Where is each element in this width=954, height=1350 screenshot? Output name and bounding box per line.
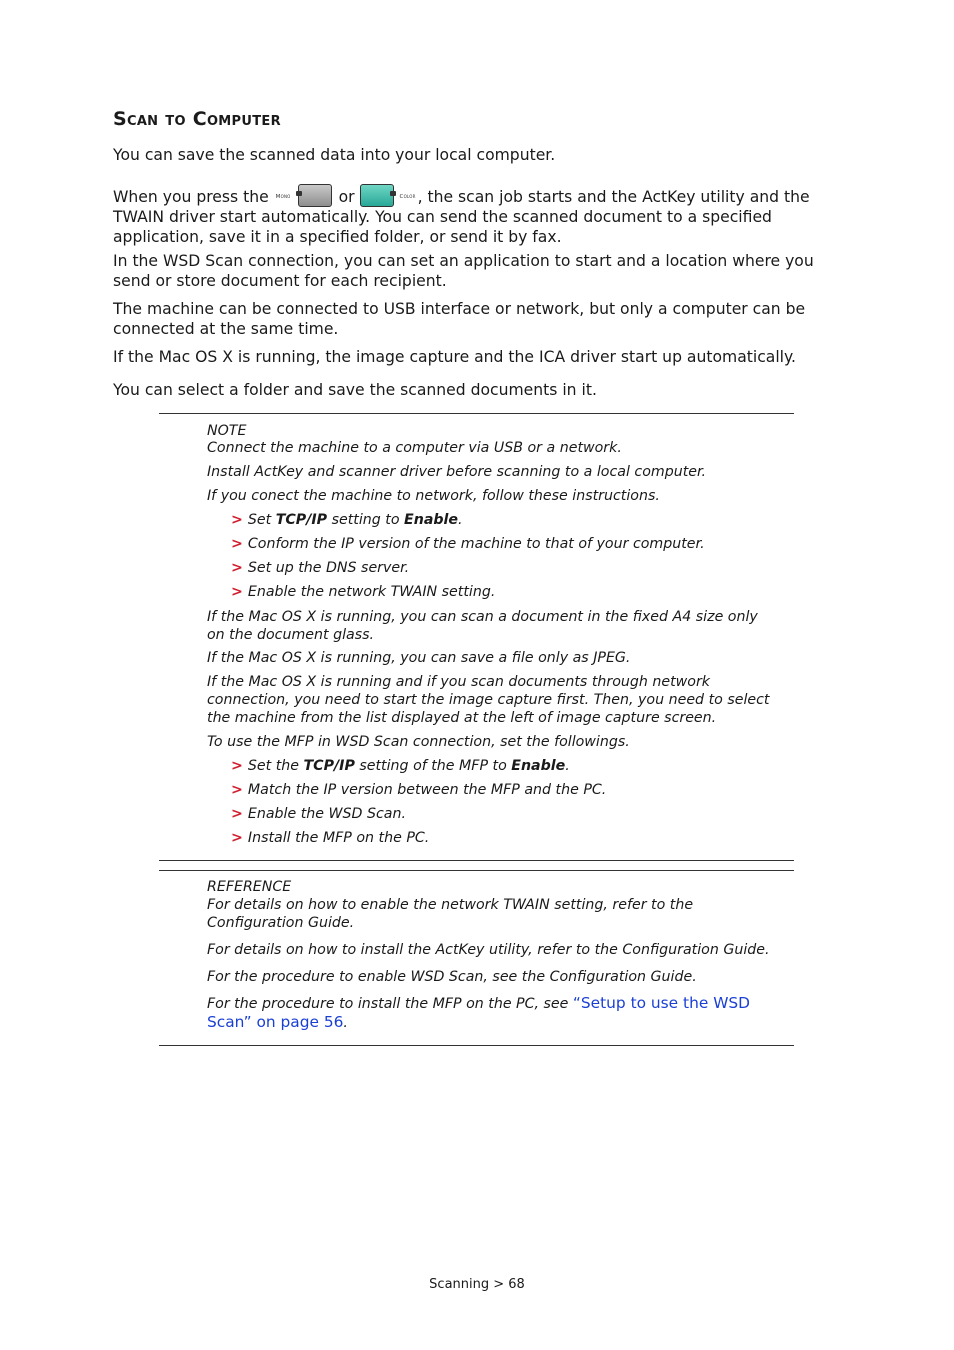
note-bullet-4: > Enable the network TWAIN setting. [231, 584, 496, 600]
bullet-arrow-icon: > [231, 536, 243, 552]
mono-key-shape [298, 184, 332, 207]
press-text-b: , the scan job starts and the ActKey utility and the TWAIN driver start automatically. You can send the scanned document to a specified application, save it in a specified folder, or send it by fax. [113, 188, 810, 246]
mono-button-label: Mono [275, 193, 291, 200]
reference-line-1: For details on how to enable the network TWAIN setting, refer to the Configuration Guide. [207, 897, 694, 931]
note-line-7: To use the MFP in WSD Scan connection, set the followings. [207, 734, 630, 750]
bullet-arrow-icon: > [231, 806, 243, 822]
note-bullet-5: > Set the TCP/IP setting of the MFP to Enable. [231, 758, 570, 774]
press-paragraph [113, 184, 835, 247]
folder-paragraph: You can select a folder and save the scanned documents in it. [113, 381, 597, 399]
bullet-arrow-icon: > [231, 560, 243, 576]
note-bullet-6: > Match the IP version between the MFP and the PC. [231, 782, 607, 798]
section-title: Scan to Computer [113, 108, 281, 130]
reference-bottom-rule [159, 1045, 794, 1046]
connection-paragraph: The machine can be connected to USB interface or network, but only a computer can be connected at the same time. [113, 300, 806, 338]
note-bullet-7: > Enable the WSD Scan. [231, 806, 406, 822]
note-line-6: If the Mac OS X is running and if you scan documents through network connection, you need to start the image capture first. Then, you need to select the machine from the list displayed at the left of image capture screen. [207, 674, 770, 726]
macos-paragraph: If the Mac OS X is running, the image capture and the ICA driver start up automatically. [113, 348, 796, 366]
note-top-rule [159, 413, 794, 414]
page-footer: Scanning > 68 [429, 1277, 525, 1292]
wsd-paragraph: In the WSD Scan connection, you can set an application to start and a location where you send or store document for each recipient. [113, 252, 814, 290]
reference-line-3: For the procedure to enable WSD Scan, see the Configuration Guide. [207, 969, 697, 985]
note-line-2: Install ActKey and scanner driver before scanning to a local computer. [207, 464, 707, 480]
reference-heading: REFERENCE [207, 879, 292, 895]
note-bottom-rule [159, 860, 794, 861]
note-heading: NOTE [207, 423, 247, 439]
bullet-arrow-icon: > [231, 584, 243, 600]
reference-line-2: For details on how to install the ActKey utility, refer to the Configuration Guide. [207, 942, 770, 958]
setup-wsd-scan-link[interactable]: “Setup to use the WSD Scan” on page 56 [207, 994, 751, 1031]
bullet-arrow-icon: > [231, 512, 243, 528]
note-bullet-3: > Set up the DNS server. [231, 560, 410, 576]
note-line-3: If you conect the machine to network, follow these instructions. [207, 488, 660, 504]
note-line-5: If the Mac OS X is running, you can save a file only as JPEG. [207, 650, 631, 666]
note-bullet-8: > Install the MFP on the PC. [231, 830, 430, 846]
color-key-shape [360, 184, 394, 207]
bullet-arrow-icon: > [231, 782, 243, 798]
note-bullet-1: > Set TCP/IP setting to Enable. [231, 512, 463, 528]
reference-line-4: For the procedure to install the MFP on the PC, see “Setup to use the WSD Scan” on page 56. [207, 994, 751, 1031]
mono-button-icon [276, 184, 332, 208]
press-text-a: When you press the [113, 188, 269, 206]
intro-paragraph: You can save the scanned data into your local computer. [113, 146, 556, 164]
press-text-or: or [338, 188, 355, 206]
note-line-1: Connect the machine to a computer via USB or a network. [207, 440, 622, 456]
color-button-icon [362, 184, 416, 208]
note-line-4: If the Mac OS X is running, you can scan a document in the fixed A4 size only on the document glass. [207, 609, 758, 643]
color-button-label: Color [399, 193, 416, 200]
reference-top-rule [159, 870, 794, 871]
note-bullet-2: > Conform the IP version of the machine to that of your computer. [231, 536, 705, 552]
bullet-arrow-icon: > [231, 758, 243, 774]
bullet-arrow-icon: > [231, 830, 243, 846]
